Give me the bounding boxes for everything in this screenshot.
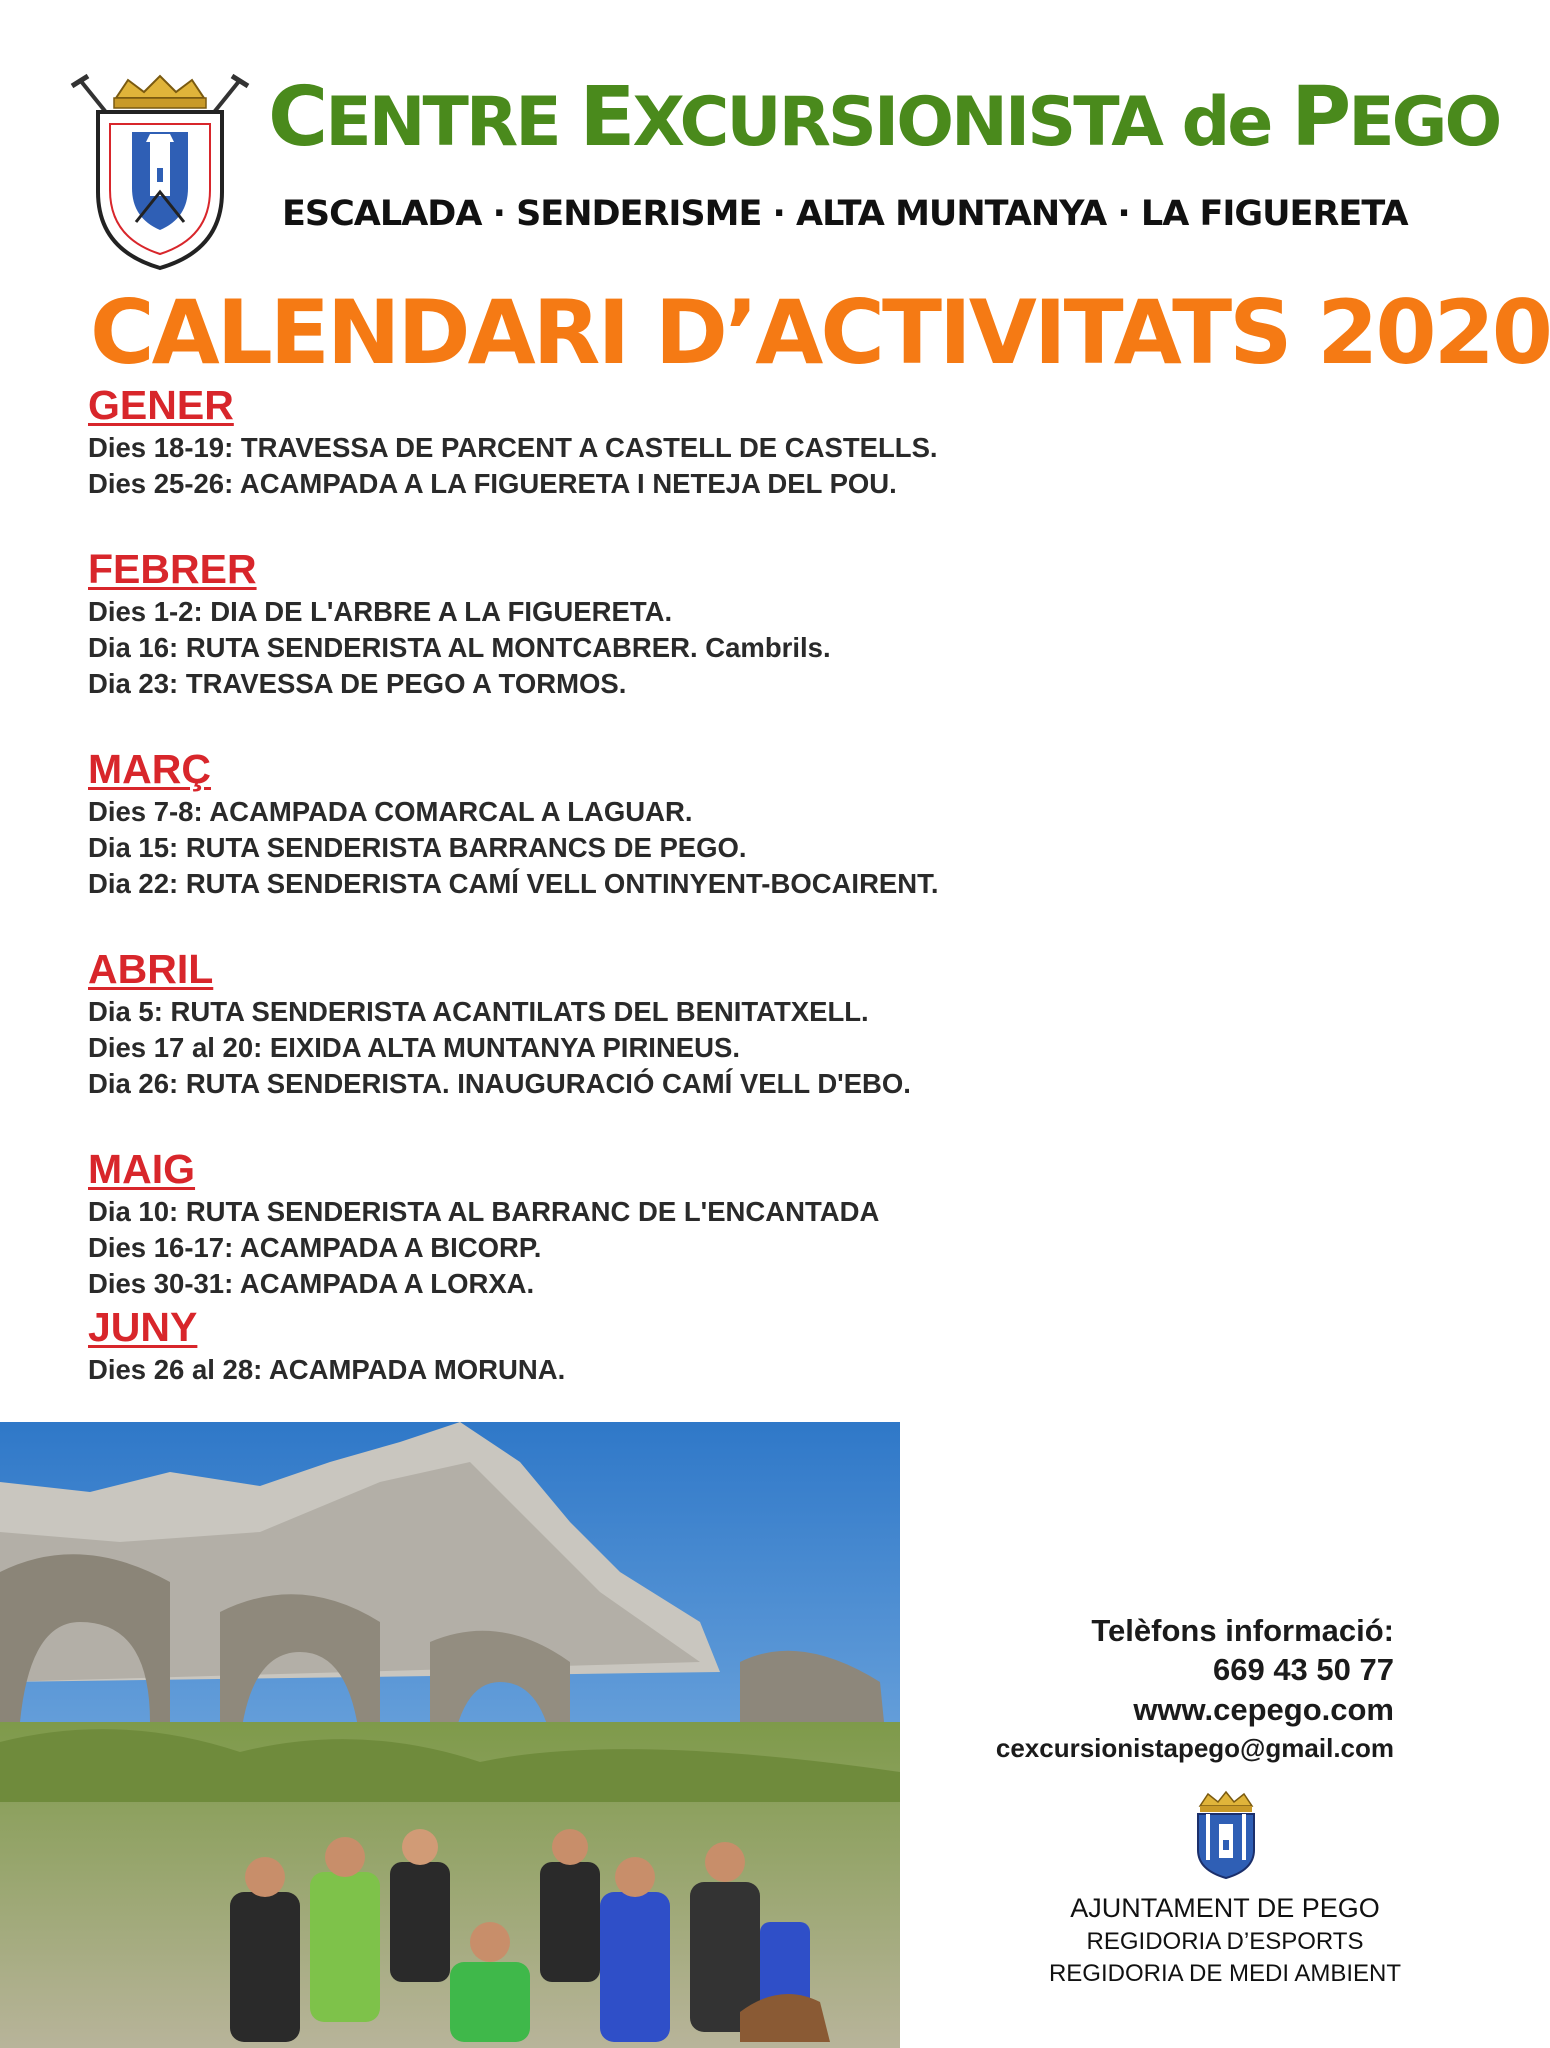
- month-name: MARÇ: [88, 746, 211, 792]
- contact-heading: Telèfons informació:: [1091, 1613, 1394, 1648]
- activity-item: Dies 7-8: ACAMPADA COMARCAL A LAGUAR.: [88, 796, 693, 827]
- activity-item: Dies 1-2: DIA DE L'ARBRE A LA FIGUERETA.: [88, 596, 673, 627]
- month-marc: [88, 744, 1268, 902]
- activity-item: Dia 23: TRAVESSA DE PEGO A TORMOS.: [88, 668, 627, 699]
- group-hiking-photo: [0, 1422, 900, 2048]
- activity-item: Dies 17 al 20: EIXIDA ALTA MUNTANYA PIRINEUS.: [88, 1032, 740, 1063]
- month-name: ABRIL: [88, 946, 214, 992]
- town-name: AJUNTAMENT DE PEGO: [1070, 1893, 1380, 1923]
- month-maig: [88, 1144, 1268, 1302]
- activity-item: Dia 5: RUTA SENDERISTA ACANTILATS DEL BENITATXELL.: [88, 996, 869, 1027]
- activity-calendar: [88, 380, 1268, 1388]
- activity-item: Dies 16-17: ACAMPADA A BICORP.: [88, 1232, 542, 1263]
- contact-info: [854, 1612, 1394, 1766]
- club-emblem: [70, 72, 250, 272]
- town-council: [1010, 1890, 1440, 1990]
- activity-item: Dies 30-31: ACAMPADA A LORXA.: [88, 1268, 535, 1299]
- month-name: MAIG: [88, 1146, 196, 1192]
- activity-item: Dia 15: RUTA SENDERISTA BARRANCS DE PEGO.: [88, 832, 747, 863]
- month-gener: [88, 380, 1268, 502]
- club-subtitle: ESCALADA · SENDERISME · ALTA MUNTANYA · LA FIGUERETA: [282, 194, 1408, 234]
- activity-item: Dia 16: RUTA SENDERISTA AL MONTCABRER. Cambrils.: [88, 632, 831, 663]
- month-name: GENER: [88, 382, 234, 428]
- month-febrer: [88, 544, 1268, 702]
- town-department: REGIDORIA DE MEDI AMBIENT: [1048, 1960, 1402, 1987]
- contact-phone[interactable]: 669 43 50 77: [1212, 1652, 1394, 1687]
- activity-item: Dies 26 al 28: ACAMPADA MORUNA.: [88, 1354, 566, 1385]
- town-department: REGIDORIA D’ESPORTS: [1086, 1928, 1364, 1955]
- month-name: JUNY: [88, 1304, 198, 1350]
- month-abril: [88, 944, 1268, 1102]
- calendar-title: CALENDARI D’ACTIVITATS 2020: [90, 281, 1550, 384]
- town-crest-icon: [1192, 1790, 1260, 1880]
- activity-item: Dia 10: RUTA SENDERISTA AL BARRANC DE L'ENCANTADA: [88, 1196, 880, 1227]
- activity-item: Dia 22: RUTA SENDERISTA CAMÍ VELL ONTINYENT-BOCAIRENT.: [88, 868, 939, 899]
- contact-website[interactable]: www.cepego.com: [1133, 1692, 1394, 1727]
- activity-item: Dia 26: RUTA SENDERISTA. INAUGURACIÓ CAMÍ VELL D'EBO.: [88, 1068, 911, 1099]
- month-juny: [88, 1302, 1268, 1388]
- month-name: FEBRER: [88, 546, 257, 592]
- activity-item: Dies 18-19: TRAVESSA DE PARCENT A CASTELL DE CASTELLS.: [88, 432, 938, 463]
- contact-email[interactable]: cexcursionistapego@gmail.com: [995, 1733, 1394, 1763]
- club-title: CENTRE EXCURSIONISTA de PEGO: [268, 70, 1500, 165]
- activity-item: Dies 25-26: ACAMPADA A LA FIGUERETA I NETEJA DEL POU.: [88, 468, 897, 499]
